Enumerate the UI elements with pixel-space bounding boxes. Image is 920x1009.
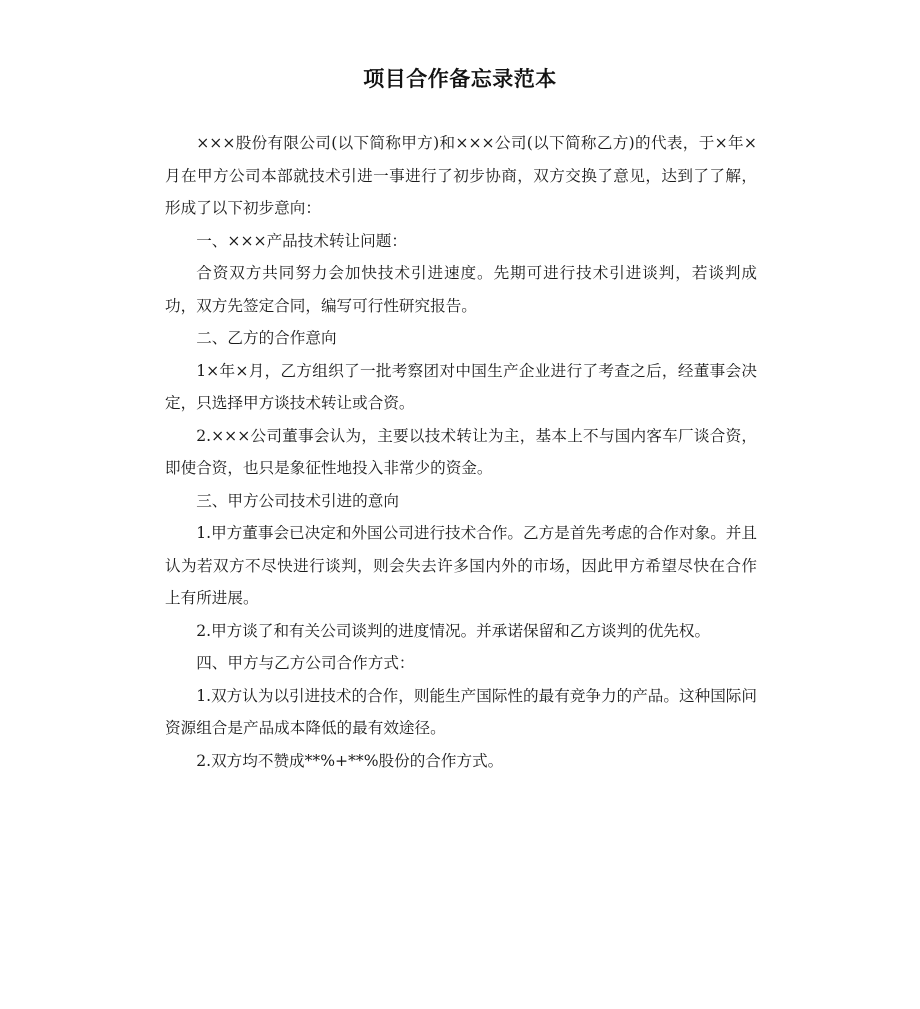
section-4-item-1: 1.双方认为以引进技术的合作，则能生产国际性的最有竞争力的产品。这种国际问资源组合是产品成本降低的最有效途径。 — [165, 686, 757, 737]
document-body — [165, 127, 757, 777]
intro-paragraph: ×××股份有限公司(以下简称甲方)和×××公司(以下简称乙方)的代表，于×年×月在甲方公司本部就技术引进一事进行了初步协商，双方交换了意见，达到了了解，形成了以下初步意向： — [165, 134, 757, 217]
section-heading-3: 三、甲方公司技术引进的意向 — [196, 491, 399, 510]
section-1-paragraph: 合资双方共同努力会加快技术引进速度。先期可进行技术引进谈判，若谈判成功，双方先签定合同，编写可行性研究报告。 — [165, 264, 757, 315]
section-2-item-1: 1×年×月，乙方组织了一批考察团对中国生产企业进行了考查之后，经董事会决定，只选择甲方谈技术转让或合资。 — [165, 361, 757, 412]
section-heading-1: 一、×××产品技术转让问题： — [196, 231, 407, 250]
section-3-item-2: 2.甲方谈了和有关公司谈判的进度情况。并承诺保留和乙方谈判的优先权。 — [196, 621, 711, 640]
section-heading-2: 二、乙方的合作意向 — [196, 329, 337, 347]
section-3-item-1: 1.甲方董事会已决定和外国公司进行技术合作。乙方是首先考虑的合作对象。并且认为若双方不尽快进行谈判，则会失去许多国内外的市场，因此甲方希望尽快在合作上有所进展。 — [165, 524, 757, 607]
document-title: 项目合作备忘录范本 — [363, 67, 557, 91]
section-2-item-2: 2.×××公司董事会认为，主要以技术转让为主，基本上不与国内客车厂谈合资，即使合资，也只是象征性地投入非常少的资金。 — [165, 426, 757, 477]
section-heading-4: 四、甲方与乙方公司合作方式： — [196, 654, 415, 672]
section-4-item-2: 2.双方均不赞成**%+**%股份的合作方式。 — [196, 751, 504, 770]
